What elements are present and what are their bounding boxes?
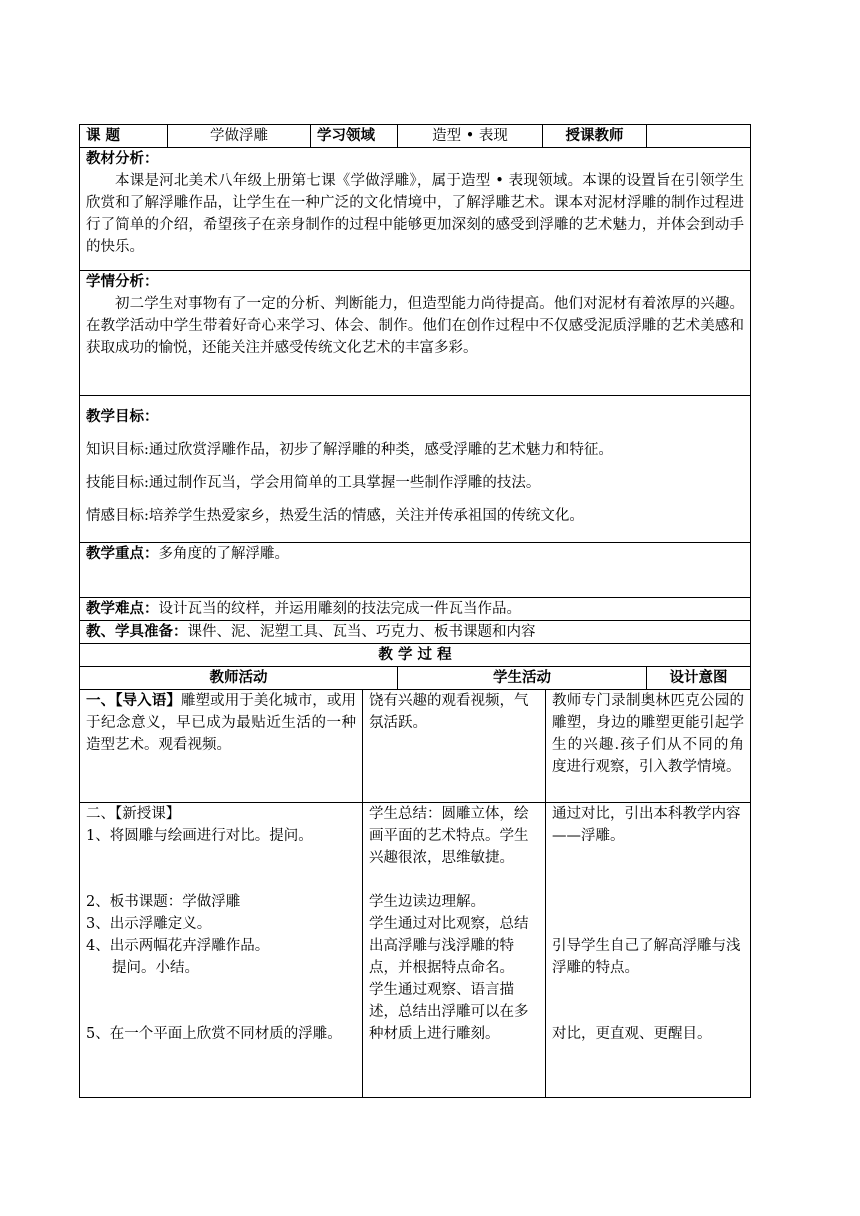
preparation-row xyxy=(80,621,751,644)
new-teacher-line-7: 5、在一个平面上欣赏不同材质的浮雕。 xyxy=(86,1026,342,1042)
process-table xyxy=(79,689,751,1098)
goal-emotion: 情感目标:培养学生热爱家乡，热爱生活的情感，关注并传承祖国的传统文化。 xyxy=(86,508,584,524)
field-value: 造型 • 表现 xyxy=(398,125,543,148)
preparation-label: 教、学具准备： xyxy=(86,624,188,640)
difficulty-text: 设计瓦当的纹样，并运用雕刻的技法完成一件瓦当作品。 xyxy=(158,601,521,617)
intro-tag: 一、【导入语】 xyxy=(86,693,181,709)
material-heading: 教材分析： xyxy=(86,151,159,167)
new-teacher-line-5: 4、出示两幅花卉浮雕作品。 xyxy=(86,938,270,954)
intro-student-text: 饶有兴趣的观看视频，气氛活跃。 xyxy=(363,690,546,803)
students-heading: 学情分析： xyxy=(86,274,159,290)
material-text: 本课是河北美术八年级上册第七课《学做浮雕》，属于造型 • 表现领域。本课的设置旨在引领学生欣赏和了解浮雕作品，让学生在一种广泛的文化情境中，了解浮雕艺术。课本对泥材浮雕的制作过程进行了简单的介绍，希望孩子在亲身制作的过程中能够更加深刻的感受到浮雕的艺术魅力，并体会到动手的快乐。 xyxy=(86,173,744,255)
lesson-plan-table xyxy=(79,124,751,690)
key-point-text: 多角度的了解浮雕。 xyxy=(158,546,289,562)
field-label: 学习领域 xyxy=(311,125,398,148)
new-teacher-line-2: 1、将圆雕与绘画进行对比。提问。 xyxy=(86,828,313,844)
intro-teacher-cell xyxy=(80,690,363,803)
new-intent-line-2: 引导学生自己了解高浮雕与浅浮雕的特点。 xyxy=(552,938,741,976)
goals-row xyxy=(80,396,751,543)
new-student-line-2: 学生边读边理解。 xyxy=(369,894,485,910)
new-teacher-line-4: 3、出示浮雕定义。 xyxy=(86,916,212,932)
lesson-plan xyxy=(79,124,750,1098)
process-row-intro xyxy=(80,690,751,803)
topic-value: 学做浮雕 xyxy=(168,125,311,148)
header-row xyxy=(80,125,751,148)
goal-knowledge: 知识目标:通过欣赏浮雕作品，初步了解浮雕的种类，感受浮雕的艺术魅力和特征。 xyxy=(86,442,613,458)
teacher-value xyxy=(647,125,751,148)
column-teacher: 教师活动 xyxy=(80,667,398,690)
goals-heading: 教学目标： xyxy=(86,409,159,425)
material-row xyxy=(80,148,751,271)
process-columns-row xyxy=(80,667,751,690)
new-intent-line-3: 对比，更直观、更醒目。 xyxy=(552,1026,712,1042)
column-student: 学生活动 xyxy=(398,667,647,690)
new-student-line-1: 学生总结：圆雕立体，绘画平面的艺术特点。学生兴趣很浓，思维敏捷。 xyxy=(369,806,529,866)
process-row-new xyxy=(80,803,751,1098)
intro-teacher-text: 雕塑或用于美化城市，或用于纪念意义，早已成为最贴近生活的一种造型艺术。观看视频。 xyxy=(86,693,357,753)
difficulty-label: 教学难点： xyxy=(86,601,159,617)
students-row xyxy=(80,271,751,396)
new-teacher-line-1: 二、【新授课】 xyxy=(86,806,181,822)
new-student-line-4: 学生通过观察、语言描述，总结出浮雕可以在多种材质上进行雕刻。 xyxy=(369,982,529,1042)
new-teacher-line-3: 2、板书课题：学做浮雕 xyxy=(86,894,241,910)
new-student-cell xyxy=(363,803,546,1098)
process-title: 教 学 过 程 xyxy=(80,644,751,667)
topic-label: 课 题 xyxy=(80,125,168,148)
key-point-label: 教学重点： xyxy=(86,546,159,562)
preparation-text: 课件、泥、泥塑工具、瓦当、巧克力、板书课题和内容 xyxy=(187,624,536,640)
teacher-label: 授课教师 xyxy=(543,125,647,148)
new-intent-line-1: 通过对比，引出本科教学内容——浮雕。 xyxy=(552,806,741,844)
new-teacher-line-6: 提问。小结。 xyxy=(112,960,199,976)
students-text: 初二学生对事物有了一定的分析、判断能力，但造型能力尚待提高。他们对泥材有着浓厚的兴趣。在教学活动中学生带着好奇心来学习、体会、制作。他们在创作过程中不仅感受泥质浮雕的艺术美感和获取成功的愉悦，还能关注并感受传统文化艺术的丰富多彩。 xyxy=(86,296,744,356)
new-intent-cell xyxy=(546,803,751,1098)
process-title-row xyxy=(80,644,751,667)
difficulty-row xyxy=(80,598,751,621)
new-teacher-cell xyxy=(80,803,363,1098)
key-point-row xyxy=(80,543,751,598)
intro-intent-text: 教师专门录制奥林匹克公园的雕塑，身边的雕塑更能引起学生的兴趣.孩子们从不同的角度进行观察，引入教学情境。 xyxy=(546,690,751,803)
column-intent: 设计意图 xyxy=(647,667,751,690)
goal-skill: 技能目标:通过制作瓦当，学会用简单的工具掌握一些制作浮雕的技法。 xyxy=(86,475,541,491)
new-student-line-3: 学生通过对比观察，总结出高浮雕与浅浮雕的特点，并根据特点命名。 xyxy=(369,916,529,976)
